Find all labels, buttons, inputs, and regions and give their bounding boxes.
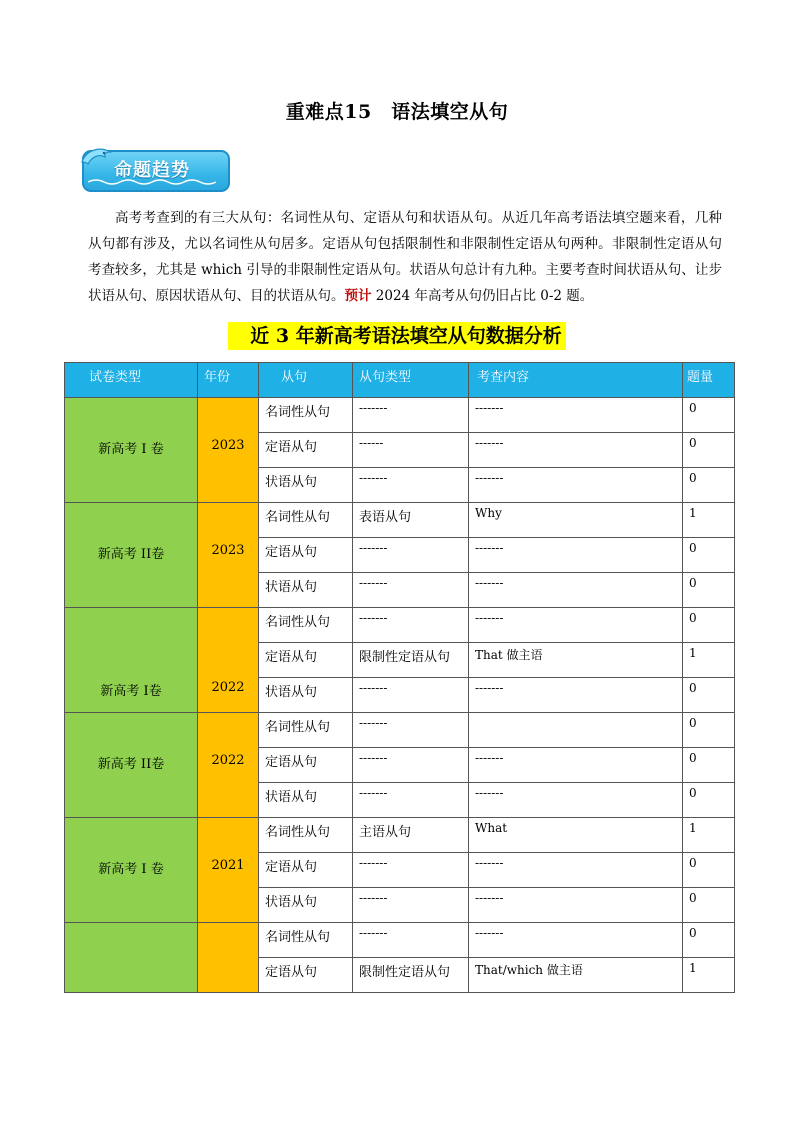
intro-text-end: 2024 年高考从句仍旧占比 0-2 题。 <box>371 288 594 304</box>
clause-cell <box>259 608 353 643</box>
content-text: ------- <box>475 681 504 695</box>
header-clause: 从句 <box>259 363 353 398</box>
count-text: 0 <box>689 856 697 870</box>
clause-text: 名词性从句 <box>265 720 331 735</box>
count-cell <box>683 783 735 818</box>
badge-label: 命题趋势 <box>114 160 190 181</box>
count-text: 0 <box>689 436 697 450</box>
year-cell <box>198 923 259 993</box>
clause-type-text: 表语从句 <box>359 510 412 525</box>
clause-type-cell <box>353 468 469 503</box>
count-cell <box>683 468 735 503</box>
content-cell <box>469 433 683 468</box>
clause-type-text: ------- <box>359 401 388 415</box>
clause-text: 定语从句 <box>265 440 318 455</box>
wave-decoration <box>88 178 218 186</box>
paper-type-cell <box>65 503 198 608</box>
content-text: ------- <box>475 436 504 450</box>
content-cell <box>469 608 683 643</box>
count-cell <box>683 433 735 468</box>
clause-data-table <box>64 362 735 993</box>
clause-text: 名词性从句 <box>265 405 331 420</box>
table-row <box>65 503 735 538</box>
content-cell <box>469 538 683 573</box>
header-paper-type: 试卷类型 <box>65 363 198 398</box>
clause-type-text: ------- <box>359 751 388 765</box>
clause-text: 名词性从句 <box>265 510 331 525</box>
count-text: 0 <box>689 786 697 800</box>
clause-type-cell <box>353 818 469 853</box>
clause-type-text: ------- <box>359 541 388 555</box>
count-cell <box>683 678 735 713</box>
header-count: 题量 <box>683 363 735 398</box>
clause-cell <box>259 503 353 538</box>
clause-cell <box>259 643 353 678</box>
count-cell <box>683 713 735 748</box>
content-cell <box>469 783 683 818</box>
clause-type-cell <box>353 783 469 818</box>
table-row <box>65 923 735 958</box>
clause-text: 状语从句 <box>265 790 318 805</box>
clause-type-text: ------- <box>359 856 388 870</box>
clause-type-cell <box>353 503 469 538</box>
content-text: ------- <box>475 926 504 940</box>
content-text: That/which 做主语 <box>475 963 583 977</box>
year-label: 2022 <box>211 753 245 768</box>
table-row <box>65 818 735 853</box>
clause-type-text: ------- <box>359 681 388 695</box>
header-year: 年份 <box>198 363 259 398</box>
content-cell <box>469 503 683 538</box>
dolphin-icon <box>78 142 118 178</box>
clause-type-text: ------ <box>359 436 384 450</box>
content-text: ------- <box>475 751 504 765</box>
count-cell <box>683 958 735 993</box>
year-cell <box>198 503 259 608</box>
content-text: ------- <box>475 786 504 800</box>
clause-type-cell <box>353 923 469 958</box>
clause-type-cell <box>353 713 469 748</box>
paper-type-cell <box>65 608 198 713</box>
count-cell <box>683 573 735 608</box>
clause-cell <box>259 678 353 713</box>
count-text: 0 <box>689 611 697 625</box>
count-text: 0 <box>689 541 697 555</box>
paper-type-cell <box>65 818 198 923</box>
clause-cell <box>259 573 353 608</box>
clause-type-text: 限制性定语从句 <box>359 650 451 665</box>
content-text: ------- <box>475 891 504 905</box>
content-cell <box>469 888 683 923</box>
clause-cell <box>259 748 353 783</box>
clause-type-cell <box>353 853 469 888</box>
header-clause-type: 从句类型 <box>353 363 469 398</box>
paper-type-cell <box>65 923 198 993</box>
count-cell <box>683 818 735 853</box>
content-cell <box>469 573 683 608</box>
intro-paragraph <box>88 205 722 309</box>
clause-cell <box>259 853 353 888</box>
count-text: 0 <box>689 576 697 590</box>
clause-cell <box>259 538 353 573</box>
clause-cell <box>259 433 353 468</box>
content-text: That 做主语 <box>475 648 543 662</box>
content-text <box>469 713 682 716</box>
paper-type-label: 新高考 I卷 <box>100 684 162 699</box>
content-cell <box>469 713 683 748</box>
clause-type-cell <box>353 608 469 643</box>
content-text: ------- <box>475 611 504 625</box>
content-cell <box>469 643 683 678</box>
count-cell <box>683 503 735 538</box>
clause-text: 名词性从句 <box>265 615 331 630</box>
clause-type-text: 限制性定语从句 <box>359 965 451 980</box>
count-text: 0 <box>689 716 697 730</box>
clause-type-cell <box>353 433 469 468</box>
clause-type-text: ------- <box>359 611 388 625</box>
section-subtitle: 近 3 年新高考语法填空从句数据分析 <box>228 322 565 350</box>
paper-type-label: 新高考 I 卷 <box>98 862 164 877</box>
count-text: 0 <box>689 681 697 695</box>
clause-type-cell <box>353 573 469 608</box>
clause-cell <box>259 398 353 433</box>
clause-type-text: 主语从句 <box>359 825 412 840</box>
subtitle-container <box>0 322 794 350</box>
clause-cell <box>259 888 353 923</box>
content-text: ------- <box>475 471 504 485</box>
count-text: 0 <box>689 401 697 415</box>
clause-type-cell <box>353 398 469 433</box>
content-cell <box>469 818 683 853</box>
table-row <box>65 398 735 433</box>
content-text: Why <box>475 506 502 520</box>
content-text: ------- <box>475 856 504 870</box>
clause-cell <box>259 713 353 748</box>
count-cell <box>683 608 735 643</box>
paper-type-label: 新高考 I 卷 <box>98 442 164 457</box>
clause-type-text: ------- <box>359 926 388 940</box>
page-title: 重难点15 语法填空从句 <box>285 101 509 123</box>
clause-text: 状语从句 <box>265 475 318 490</box>
content-cell <box>469 678 683 713</box>
table-row <box>65 713 735 748</box>
clause-type-cell <box>353 888 469 923</box>
content-cell <box>469 468 683 503</box>
count-cell <box>683 748 735 783</box>
count-cell <box>683 643 735 678</box>
year-label: 2022 <box>211 680 245 695</box>
content-cell <box>469 923 683 958</box>
content-cell <box>469 958 683 993</box>
clause-type-text: ------- <box>359 471 388 485</box>
paper-type-cell <box>65 398 198 503</box>
count-text: 1 <box>689 646 697 660</box>
clause-type-text: ------- <box>359 576 388 590</box>
paper-type-label: 新高考 II卷 <box>97 757 165 772</box>
table-header-row <box>65 363 735 398</box>
content-text: ------- <box>475 541 504 555</box>
clause-text: 名词性从句 <box>265 930 331 945</box>
content-cell <box>469 748 683 783</box>
clause-text: 定语从句 <box>265 860 318 875</box>
paper-type-label: 新高考 II卷 <box>97 547 165 562</box>
clause-text: 定语从句 <box>265 755 318 770</box>
clause-type-text: ------- <box>359 891 388 905</box>
count-text: 1 <box>689 961 697 975</box>
year-cell <box>198 818 259 923</box>
table-row <box>65 608 735 643</box>
count-cell <box>683 538 735 573</box>
clause-cell <box>259 468 353 503</box>
clause-text: 状语从句 <box>265 580 318 595</box>
year-label: 2023 <box>211 543 245 558</box>
clause-text: 定语从句 <box>265 650 318 665</box>
header-content: 考查内容 <box>469 363 683 398</box>
clause-type-cell <box>353 538 469 573</box>
clause-cell <box>259 923 353 958</box>
year-label: 2021 <box>211 858 245 873</box>
clause-text: 状语从句 <box>265 685 318 700</box>
year-cell <box>198 398 259 503</box>
content-text: ------- <box>475 576 504 590</box>
clause-type-cell <box>353 748 469 783</box>
content-text: What <box>475 821 508 835</box>
clause-cell <box>259 958 353 993</box>
clause-text: 名词性从句 <box>265 825 331 840</box>
year-cell <box>198 608 259 713</box>
count-text: 0 <box>689 926 697 940</box>
clause-text: 定语从句 <box>265 545 318 560</box>
clause-type-cell <box>353 958 469 993</box>
clause-text: 状语从句 <box>265 895 318 910</box>
clause-cell <box>259 783 353 818</box>
count-cell <box>683 923 735 958</box>
count-text: 1 <box>689 821 697 835</box>
count-text: 0 <box>689 891 697 905</box>
paper-type-cell <box>65 713 198 818</box>
count-cell <box>683 888 735 923</box>
count-text: 1 <box>689 506 697 520</box>
topic-badge <box>78 142 234 200</box>
clause-type-cell <box>353 678 469 713</box>
year-label: 2023 <box>211 438 245 453</box>
clause-cell <box>259 818 353 853</box>
count-text: 0 <box>689 471 697 485</box>
count-text: 0 <box>689 751 697 765</box>
intro-text: 高考考查到的有三大从句：名词性从句、定语从句和状语从句。从近几年高考语法填空题来看，几种从句都有涉及，尤以名词性从句居多。定语从句包括限制性和非限制性定语从句两种。非限制性定语从句考查较多，尤其是 which 引导的非限制性定语从句。状语从句总计有九种。主要考查时间状语从句、让步状语从句、原因状语从句、目的状语从句。 <box>88 210 722 304</box>
clause-type-text: ------- <box>359 786 388 800</box>
year-cell <box>198 713 259 818</box>
content-cell <box>469 853 683 888</box>
clause-text: 定语从句 <box>265 965 318 980</box>
content-text: ------- <box>475 401 504 415</box>
content-cell <box>469 398 683 433</box>
count-cell <box>683 853 735 888</box>
clause-type-cell <box>353 643 469 678</box>
clause-type-text: ------- <box>359 716 388 730</box>
count-cell <box>683 398 735 433</box>
intro-highlight: 预计 <box>344 288 372 304</box>
